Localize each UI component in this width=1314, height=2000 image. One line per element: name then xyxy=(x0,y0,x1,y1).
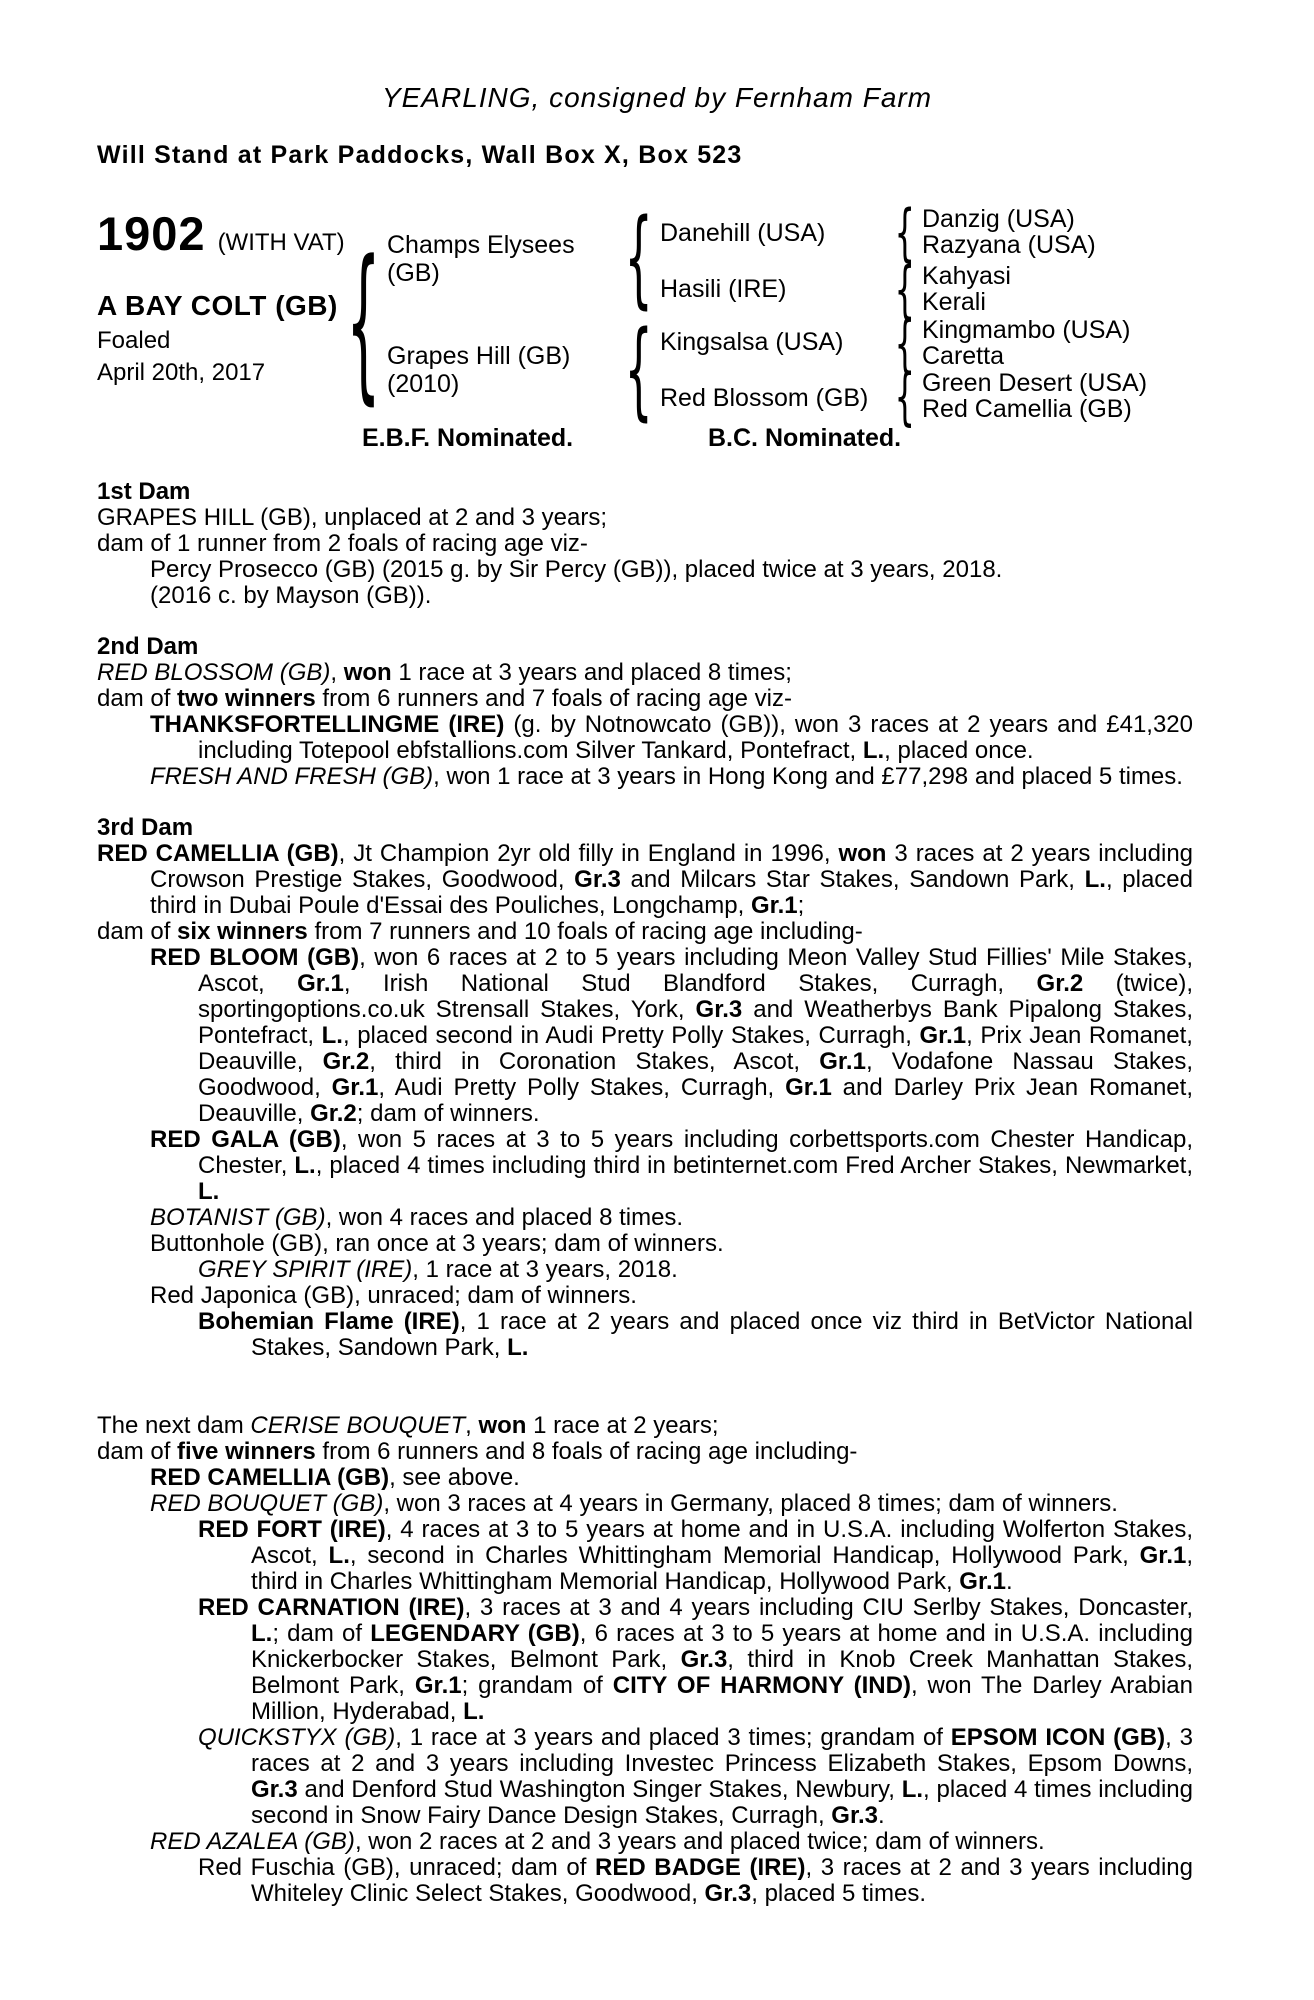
text-run: RED BOUQUET (GB) xyxy=(150,1490,384,1517)
text-run: , 4 races at 3 to 5 years at home and in U.S.A. including Wolferton Stakes, Ascot, xyxy=(251,1516,1193,1569)
pedigree-paragraph xyxy=(97,557,1193,583)
text-run: CERISE BOUQUET xyxy=(250,1412,466,1439)
text-run: ; dam of xyxy=(272,1620,371,1647)
text-run: , won 2 races at 2 and 3 years and placed twice; dam of winners. xyxy=(354,1828,1045,1855)
pedigree-ancestor: Kingmambo (USA) xyxy=(922,316,1131,344)
text-run: , placed 5 times. xyxy=(751,1880,926,1907)
pedigree-paragraph xyxy=(97,1127,1193,1205)
pedigree-ancestor: Red Camellia (GB) xyxy=(922,395,1132,423)
text-run: GREY SPIRIT (IRE) xyxy=(198,1256,413,1283)
pedigree-brace-gen3-2: { xyxy=(894,253,916,326)
text-run: RED BLOSSOM (GB) xyxy=(97,659,331,686)
text-run: , 1 race at 2 years and placed once viz third in BetVictor National Stakes, Sandown Park, xyxy=(251,1308,1193,1361)
pedigree-paragraph xyxy=(97,1231,1193,1257)
text-run: , third in Coronation Stakes, Ascot, xyxy=(369,1048,820,1075)
pedigree-paragraph xyxy=(97,1829,1193,1855)
vat-note: (WITH VAT) xyxy=(217,229,345,256)
text-run: L. xyxy=(1084,866,1106,893)
pedigree-paragraph xyxy=(97,841,1193,919)
text-run: , placed second in Audi Pretty Polly Stakes, Curragh, xyxy=(342,1022,920,1049)
ebf-nomination: E.B.F. Nominated. xyxy=(362,424,574,452)
text-run: Buttonhole (GB), ran once at 3 years; dam of winners. xyxy=(150,1230,724,1257)
text-run: (twice), sportingoptions.co.uk Strensall Stakes, York, xyxy=(198,970,1194,1023)
pedigree-brace-gen3-1: { xyxy=(894,196,916,269)
text-run: (g. by Notnowcato (GB)), won 3 races at 2 years and £41,320 including Totepool ebfstallions.com Silver Tankard, Pontefract, xyxy=(198,711,1193,764)
text-run: , xyxy=(330,659,344,686)
text-run: (2016 c. by Mayson (GB)). xyxy=(150,582,432,609)
text-run: , won 4 races and placed 8 times. xyxy=(325,1204,684,1231)
text-run: Gr.2 xyxy=(310,1100,357,1127)
text-run: Gr.1 xyxy=(959,1568,1006,1595)
text-run: Gr.1 xyxy=(1139,1542,1187,1569)
pedigree-paragraph xyxy=(97,1205,1193,1231)
pedigree-paragraph xyxy=(97,1465,1193,1491)
text-run: , third in Charles Whittingham Memorial Handicap, Hollywood Park, xyxy=(251,1542,1194,1595)
text-run: 1 race at 3 years and placed 8 times; xyxy=(391,659,792,686)
text-run: and Denford Stud Washington Singer Stakes, Newbury, xyxy=(297,1776,902,1803)
text-run: ; grandam of xyxy=(461,1672,613,1699)
pedigree-paragraph xyxy=(97,1725,1193,1829)
text-run: L. xyxy=(463,1698,485,1725)
pedigree-paragraph xyxy=(97,712,1193,764)
sire-block xyxy=(387,231,575,287)
text-run: , 1 race at 3 years, 2018. xyxy=(412,1256,678,1283)
text-run: Gr.1 xyxy=(819,1048,866,1075)
text-run: , won The Darley Arabian Million, Hyderabad, xyxy=(251,1672,1193,1725)
text-run: RED BLOOM (GB) xyxy=(150,944,360,971)
dam-block xyxy=(387,342,570,398)
text-run: , won 1 race at 3 years in Hong Kong and £77,298 and placed 5 times. xyxy=(433,763,1183,790)
text-run: Gr.2 xyxy=(1036,970,1084,997)
text-run: CITY OF HARMONY (IND) xyxy=(612,1672,911,1699)
lot-header xyxy=(97,207,345,260)
text-run: RED CAMELLIA (GB) xyxy=(97,840,339,867)
text-run: Red Fuschia (GB), unraced; dam of xyxy=(198,1854,595,1881)
text-run: LEGENDARY (GB) xyxy=(370,1620,580,1647)
foaled-label: Foaled xyxy=(97,327,171,354)
pedigree-paragraph xyxy=(97,1517,1193,1595)
pedigree-paragraph xyxy=(97,686,1193,712)
pedigree-brace-gen3-3: { xyxy=(894,307,916,380)
text-run: , third in Knob Creek Manhattan Stakes, Belmont Park, xyxy=(251,1646,1193,1699)
text-run: . xyxy=(1005,1568,1013,1595)
text-run: won xyxy=(838,840,887,867)
text-run: RED FORT (IRE) xyxy=(198,1516,386,1543)
text-run: , second in Charles Whittingham Memorial Handicap, Hollywood Park, xyxy=(349,1542,1140,1569)
text-run: , see above. xyxy=(389,1464,520,1491)
text-run: Gr.3 xyxy=(704,1880,752,1907)
text-run: and Milcars Star Stakes, Sandown Park, xyxy=(620,866,1085,893)
pedigree-paragraph xyxy=(97,1439,1193,1465)
text-run: ; xyxy=(797,892,805,919)
text-run: , 3 races at 3 and 4 years including CIU Serlby Stakes, Doncaster, xyxy=(464,1594,1193,1621)
stand-location: Will Stand at Park Paddocks, Wall Box X, Box 523 xyxy=(97,141,743,169)
text-run: L. xyxy=(294,1152,316,1179)
pedigree-gen2-sire-sire: Danehill (USA) xyxy=(660,219,826,247)
text-run: , Irish National Stud Blandford Stakes, Curragh, xyxy=(343,970,1037,997)
text-run: Gr.3 xyxy=(574,866,621,893)
text-run: from 6 runners and 7 foals of racing age viz- xyxy=(315,685,792,712)
sire-suffix: (GB) xyxy=(387,259,440,287)
dam-heading: 3rd Dam xyxy=(97,814,194,841)
pedigree-paragraph xyxy=(97,531,1193,557)
text-run: , 6 races at 3 to 5 years at home and in U.S.A. including Knickerbocker Stakes, Belmont Park, xyxy=(251,1620,1193,1673)
text-run: QUICKSTYX (GB) xyxy=(198,1724,396,1751)
text-run: GRAPES HILL (GB), unplaced at 2 and 3 years; xyxy=(97,504,608,531)
pedigree-gen2-dam-dam: Red Blossom (GB) xyxy=(660,384,869,412)
text-run: , xyxy=(465,1412,479,1439)
text-run: , 1 race at 3 years and placed 3 times; grandam of xyxy=(395,1724,951,1751)
dam-section xyxy=(97,1413,1193,1907)
pedigree-paragraph xyxy=(97,583,1193,609)
text-run: Gr.1 xyxy=(785,1074,832,1101)
text-run: , placed once. xyxy=(884,737,1034,764)
text-run: BOTANIST (GB) xyxy=(150,1204,326,1231)
text-run: L. xyxy=(507,1334,529,1361)
dam-name: Grapes Hill (GB) xyxy=(387,342,571,370)
pedigree-paragraph xyxy=(97,660,1193,686)
pedigree-paragraph xyxy=(97,1491,1193,1517)
pedigree-gen3-pair-1 xyxy=(922,206,1096,258)
pedigree-paragraph xyxy=(97,1283,1193,1309)
pedigree-paragraph xyxy=(97,919,1193,945)
text-run: ; dam of winners. xyxy=(356,1100,540,1127)
pedigree-brace-gen1: { xyxy=(345,224,381,420)
pedigree-brace-sire: { xyxy=(624,196,654,319)
text-run: L. xyxy=(198,1178,220,1205)
dam-heading: 2nd Dam xyxy=(97,633,199,660)
text-run: , Prix Jean Romanet, Deauville, xyxy=(198,1022,1193,1075)
dam-heading: 1st Dam xyxy=(97,478,191,505)
text-run: L. xyxy=(862,737,885,764)
pedigree-ancestor: Razyana (USA) xyxy=(922,231,1096,259)
text-run: , won 6 races at 2 to 5 years including Meon Valley Stud Fillies' Mile Stakes, Ascot, xyxy=(198,944,1193,997)
text-run: Gr.3 xyxy=(695,996,743,1023)
text-run: L. xyxy=(328,1542,350,1569)
text-run: L. xyxy=(321,1022,343,1049)
pedigree-gen2-sire-dam: Hasili (IRE) xyxy=(660,275,787,303)
text-run: , Jt Champion 2yr old filly in England in 1996, xyxy=(338,840,839,867)
pedigree-ancestor: Kerali xyxy=(922,288,986,316)
text-run: won xyxy=(478,1412,527,1439)
text-run: 3 races at 2 years including Crowson Prestige Stakes, Goodwood, xyxy=(150,840,1194,893)
text-run: and Darley Prix Jean Romanet, Deauville, xyxy=(198,1074,1193,1127)
text-run: , won 3 races at 4 years in Germany, placed 8 times; dam of winners. xyxy=(383,1490,1118,1517)
text-run: , Audi Pretty Polly Stakes, Curragh, xyxy=(378,1074,786,1101)
text-run: RED CAMELLIA (GB) xyxy=(150,1464,390,1491)
sire-name: Champs Elysees xyxy=(387,231,575,259)
pedigree-ancestor: Caretta xyxy=(922,342,1004,370)
text-run: won xyxy=(343,659,392,686)
pedigree-gen3-pair-4 xyxy=(922,370,1147,422)
pedigree-text-sections xyxy=(97,479,1193,1907)
text-run: RED CARNATION (IRE) xyxy=(198,1594,465,1621)
pedigree-brace-dam: { xyxy=(624,308,654,431)
text-run: from 6 runners and 8 foals of racing age including- xyxy=(315,1438,858,1465)
text-run: dam of xyxy=(97,918,178,945)
dam-section xyxy=(97,815,1193,1361)
pedigree-paragraph xyxy=(97,505,1193,531)
text-run: five winners xyxy=(177,1438,316,1465)
text-run: , won 5 races at 3 to 5 years including corbettsports.com Chester Handicap, Chester, xyxy=(198,1126,1194,1179)
text-run: Gr.1 xyxy=(414,1672,462,1699)
text-run: , placed 4 times including third in betinternet.com Fred Archer Stakes, Newmarket, xyxy=(315,1152,1193,1179)
text-run: L. xyxy=(901,1776,924,1803)
dam-section xyxy=(97,634,1193,790)
text-run: Gr.1 xyxy=(331,1074,379,1101)
horse-description: A BAY COLT (GB) xyxy=(97,290,338,321)
text-run: . xyxy=(877,1802,885,1829)
pedigree-brace-gen3-4: { xyxy=(894,360,916,433)
consignment-title: YEARLING, consigned by Fernham Farm xyxy=(381,82,933,113)
text-run: , Vodafone Nassau Stakes, Goodwood, xyxy=(198,1048,1194,1101)
text-run: Bohemian Flame (IRE) xyxy=(198,1308,460,1335)
text-run: EPSOM ICON (GB) xyxy=(950,1724,1166,1751)
text-run: and Weatherbys Bank Pipalong Stakes, Pontefract, xyxy=(198,996,1193,1049)
foaled-date: April 20th, 2017 xyxy=(97,359,266,386)
pedigree-ancestor: Green Desert (USA) xyxy=(922,369,1148,397)
text-run: Gr.3 xyxy=(831,1802,878,1829)
text-run: FRESH AND FRESH (GB) xyxy=(150,763,434,790)
text-run: The next dam xyxy=(97,1412,251,1439)
text-run: dam of xyxy=(97,685,178,712)
text-run: L. xyxy=(251,1620,273,1647)
pedigree-ancestor: Danzig (USA) xyxy=(922,205,1075,233)
text-run: dam of xyxy=(97,1438,178,1465)
text-run: Gr.2 xyxy=(322,1048,370,1075)
pedigree-gen3-pair-3 xyxy=(922,317,1130,369)
text-run: , 3 races at 2 and 3 years including Whiteley Clinic Select Stakes, Goodwood, xyxy=(251,1854,1194,1907)
text-run: from 7 runners and 10 foals of racing age including- xyxy=(307,918,863,945)
text-run: , placed 4 times including second in Snow Fairy Dance Design Stakes, Curragh, xyxy=(251,1776,1193,1829)
dam-suffix: (2010) xyxy=(387,370,460,398)
lot-number: 1902 xyxy=(97,207,206,260)
pedigree-paragraph xyxy=(97,1309,1193,1361)
pedigree-paragraph xyxy=(97,1413,1193,1439)
text-run: Gr.3 xyxy=(251,1776,298,1803)
text-run: RED AZALEA (GB) xyxy=(150,1828,355,1855)
text-run: 1 race at 2 years; xyxy=(526,1412,719,1439)
pedigree-paragraph xyxy=(97,1257,1193,1283)
pedigree-paragraph xyxy=(97,764,1193,790)
text-run: Gr.3 xyxy=(680,1646,728,1673)
text-run: Red Japonica (GB), unraced; dam of winners. xyxy=(150,1282,637,1309)
pedigree-paragraph xyxy=(97,1855,1193,1907)
text-run: RED GALA (GB) xyxy=(150,1126,341,1153)
bc-nomination: B.C. Nominated. xyxy=(708,424,902,452)
text-run: two winners xyxy=(177,685,316,712)
pedigree-gen3-pair-2 xyxy=(922,263,1011,315)
text-run: Gr.1 xyxy=(750,892,798,919)
pedigree-gen2-dam-sire: Kingsalsa (USA) xyxy=(660,328,844,356)
pedigree-paragraph xyxy=(97,1595,1193,1725)
text-run: THANKSFORTELLINGME (IRE) xyxy=(150,711,505,738)
text-run: dam of 1 runner from 2 foals of racing age viz- xyxy=(97,530,588,557)
pedigree-ancestor: Kahyasi xyxy=(922,262,1011,290)
pedigree-paragraph xyxy=(97,945,1193,1127)
text-run: RED BADGE (IRE) xyxy=(594,1854,806,1881)
text-run: , placed third in Dubai Poule d'Essai des Pouliches, Longchamp, xyxy=(150,866,1193,919)
text-run: Gr.1 xyxy=(297,970,344,997)
text-run: six winners xyxy=(177,918,308,945)
text-run: Percy Prosecco (GB) (2015 g. by Sir Percy (GB)), placed twice at 3 years, 2018. xyxy=(150,556,1003,583)
text-run: Gr.1 xyxy=(919,1022,967,1049)
dam-section xyxy=(97,479,1193,609)
text-run: , 3 races at 2 and 3 years including Investec Princess Elizabeth Stakes, Epsom Downs, xyxy=(251,1724,1193,1777)
